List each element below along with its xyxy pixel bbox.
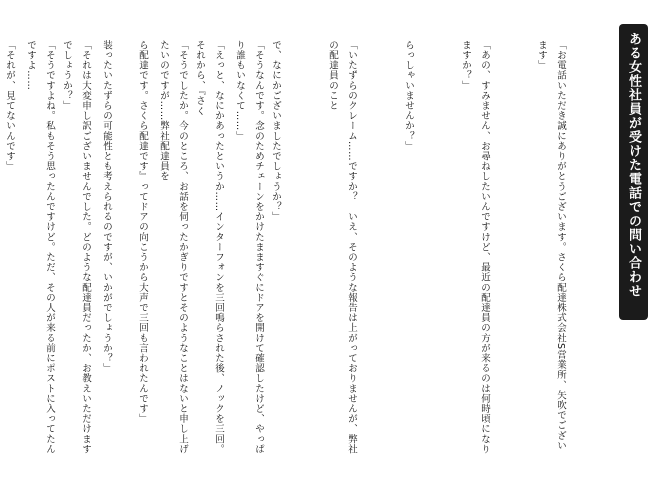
dialogue-line: 「そうでしたか。今のところ、お話を伺ったかぎりですとそのようなことはないと申し上げたいのですが……弊社配達員を: [158, 40, 188, 455]
dialogue-line: 「いたずらのクレーム……ですか？ いえ、そのような報告は上がっておりませんが、弊社の配達員のこと: [327, 40, 357, 455]
section-title: ある女性社員が受けた電話での問い合わせ: [619, 24, 648, 320]
dialogue-line: 「そうなんです。念のためチェーンをかけたまますぐにドアを開けて確認したけど、やっぱり誰もいなくて……」: [234, 40, 264, 455]
dialogue-line: 装ったいたずらの可能性とも考えられるのですが、いかがでしょうか？」: [101, 40, 112, 374]
dialogue-line: らっしゃいませんか？」: [403, 40, 414, 152]
dialogue-line: 「それが、見てないんです」: [4, 40, 15, 172]
dialogue-line: ら配達です。さくら配達です』ってドアの向こうから大声で三回も言われたんです」: [137, 40, 148, 424]
dialogue-line: 「そうですよね。私もそう思ったんですけど。ただ、その人が来る前にポストに入ってたんですよ……: [25, 40, 55, 455]
dialogue-line: 「お電話いただき誠にありがとうございます。さくら配達株式会社S営業所、矢吹でございます」: [536, 40, 566, 451]
dialogue-column-left: [22, 40, 306, 460]
dialogue-line: 「えっと、なにかあったというか……インターフォンを三回鳴らされた後、ノックを三回。それから、『さく: [194, 40, 224, 455]
dialogue-line: 「それは大変申し訳ございませんでした。どのような配達員だったか、お教えいただけますでしょうか？」: [61, 40, 91, 455]
dialogue-line: 「あの、すみません、お尋ねしたいんですけど、最近の配達員の方が来るのは何時頃になりますか？」: [460, 40, 490, 455]
dialogue-line: で、なにかございましたでしょうか？」: [270, 40, 281, 222]
